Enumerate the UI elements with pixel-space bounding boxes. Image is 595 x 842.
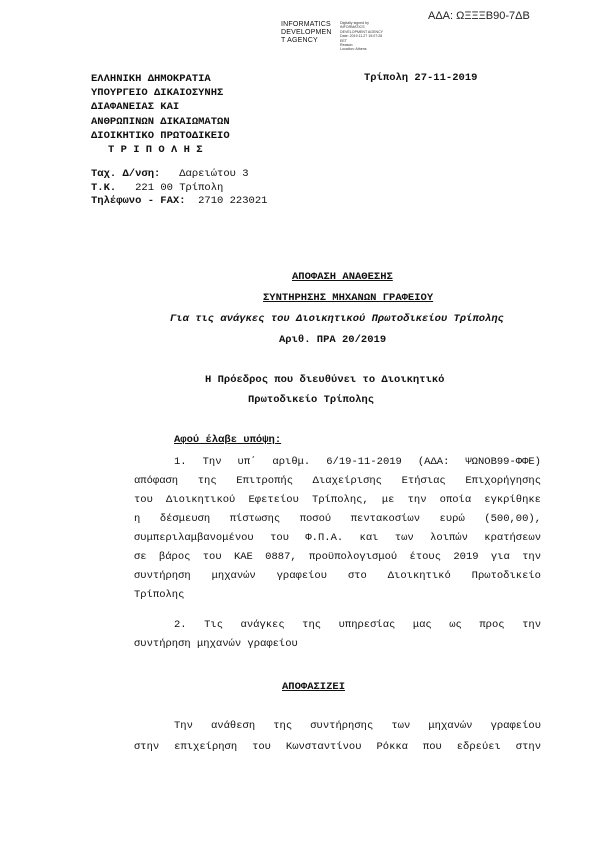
decision-number: Αριθ. ΠΡΑ 20/2019 <box>279 334 387 346</box>
postal-value: 221 00 Τρίπολη <box>135 181 224 194</box>
phone-value: 2710 223021 <box>198 195 268 207</box>
paragraph-line: συμπεριλαμβανομένου του Φ.Π.Α. και των λοιπών κρατήσεων <box>134 532 541 544</box>
place-date: Τρίπολη 27-11-2019 <box>364 72 478 84</box>
signature-details <box>340 21 383 52</box>
authority-line: ΕΛΛΗΝΙΚΗ ΔΗΜΟΚΡΑΤΙΑ <box>91 73 211 85</box>
phone-label: Τηλέφωνο - FAX: <box>91 195 186 207</box>
paragraph-line: 2. Τις ανάγκες της υπηρεσίας μας ως προς την <box>174 619 541 631</box>
authority-line: ΥΠΟΥΡΓΕΙΟ ΔΙΚΑΙΟΣΥΝΗΣ <box>91 87 224 100</box>
signature-text: DEVELOPMENT AGENCY <box>340 29 384 34</box>
authority-line: ΔΙΑΦΑΝΕΙΑΣ ΚΑΙ <box>91 101 180 114</box>
logo-line: T AGENCY <box>281 37 318 44</box>
paragraph-line: η δέσμευση πίστωσης ποσού πεντακοσίων ευρώ (500,00), <box>134 513 541 525</box>
signature-text: EET <box>340 38 347 43</box>
authority-line: ΔΙΟΙΚΗΤΙΚΟ ΠΡΩΤΟΔΙΚΕΙΟ <box>91 129 230 142</box>
title-line1: ΑΠΟΦΑΣΗ ΑΝΑΘΕΣΗΣ <box>292 271 393 283</box>
address-label: Ταχ. Δ/νση: <box>91 168 161 180</box>
paragraph-line: σε βάρος του ΚΑΕ 0887, προϋπολογισμού έτους 2019 για την <box>134 551 541 563</box>
logo-line: DEVELOPMEN <box>281 29 332 36</box>
paragraph-line: στην επιχείρηση του Κωνσταντίνου Ρόκκα που εδρεύει στην <box>134 741 541 753</box>
paragraph-line: συντήρηση μηχανών γραφείου στο Διοικητικό Πρωτοδικείο <box>134 570 541 582</box>
considering-heading: Αφού έλαβε υπόψη: <box>174 434 282 446</box>
paragraph-line: απόφαση της Επιτροπής Διαχείρισης Ετήσιας Επιχορήγησης <box>134 475 541 487</box>
paragraph-line: Τρίπολης <box>134 589 185 601</box>
address-value: Δαρειώτου 3 <box>179 168 249 180</box>
president-line1: Η Πρόεδρος που διευθύνει το Διοικητικό <box>205 374 445 386</box>
authority-line: ΑΝΘΡΩΠΙΝΩΝ ΔΙΚΑΙΩΜΑΤΩΝ <box>91 115 230 128</box>
decides-heading: ΑΠΟΦΑΣΙΖΕΙ <box>282 681 346 693</box>
paragraph-line: συντήρηση μηχανών γραφείου <box>134 638 298 650</box>
contact-block <box>91 168 267 209</box>
signature-logo <box>281 21 332 45</box>
signature-text: Date: 2019.11.27 15:07:26 <box>340 34 383 39</box>
signature-text: Location: Athens <box>340 47 367 52</box>
signature-text: INFORMATICS <box>340 25 365 30</box>
authority-line: Τ Ρ Ι Π Ο Λ Η Σ <box>108 144 203 157</box>
paragraph-line: 1. Την υπ΄ αριθμ. 6/19-11-2019 (ΑΔΑ: ΨΩΝΟΒ99-ΦΦΕ) <box>174 456 541 468</box>
authority-block <box>91 72 230 157</box>
president-line2: Πρωτοδικείο Τρίπολης <box>248 394 375 406</box>
signature-text: Digitally signed by <box>340 21 369 25</box>
ada-stamp: ΑΔΑ: ΩΞΞΞΒ90-7ΔΒ <box>428 10 530 22</box>
paragraph-line: του Διοικητικού Εφετείου Τρίπολης, με την οποία εγκρίθηκε <box>134 494 541 506</box>
title-line2: ΣΥΝΤΗΡΗΣΗΣ ΜΗΧΑΝΩΝ ΓΡΑΦΕΙΟΥ <box>263 292 434 304</box>
logo-line: INFORMATICS <box>281 21 331 28</box>
title-line3: Για τις ανάγκες του Διοικητικού Πρωτοδικείου Τρίπολης <box>170 313 504 325</box>
signature-text: Reason: <box>340 43 354 48</box>
paragraph-line: Την ανάθεση της συντήρησης των μηχανών γραφείου <box>174 720 541 732</box>
postal-label: Τ.Κ. <box>91 181 117 194</box>
